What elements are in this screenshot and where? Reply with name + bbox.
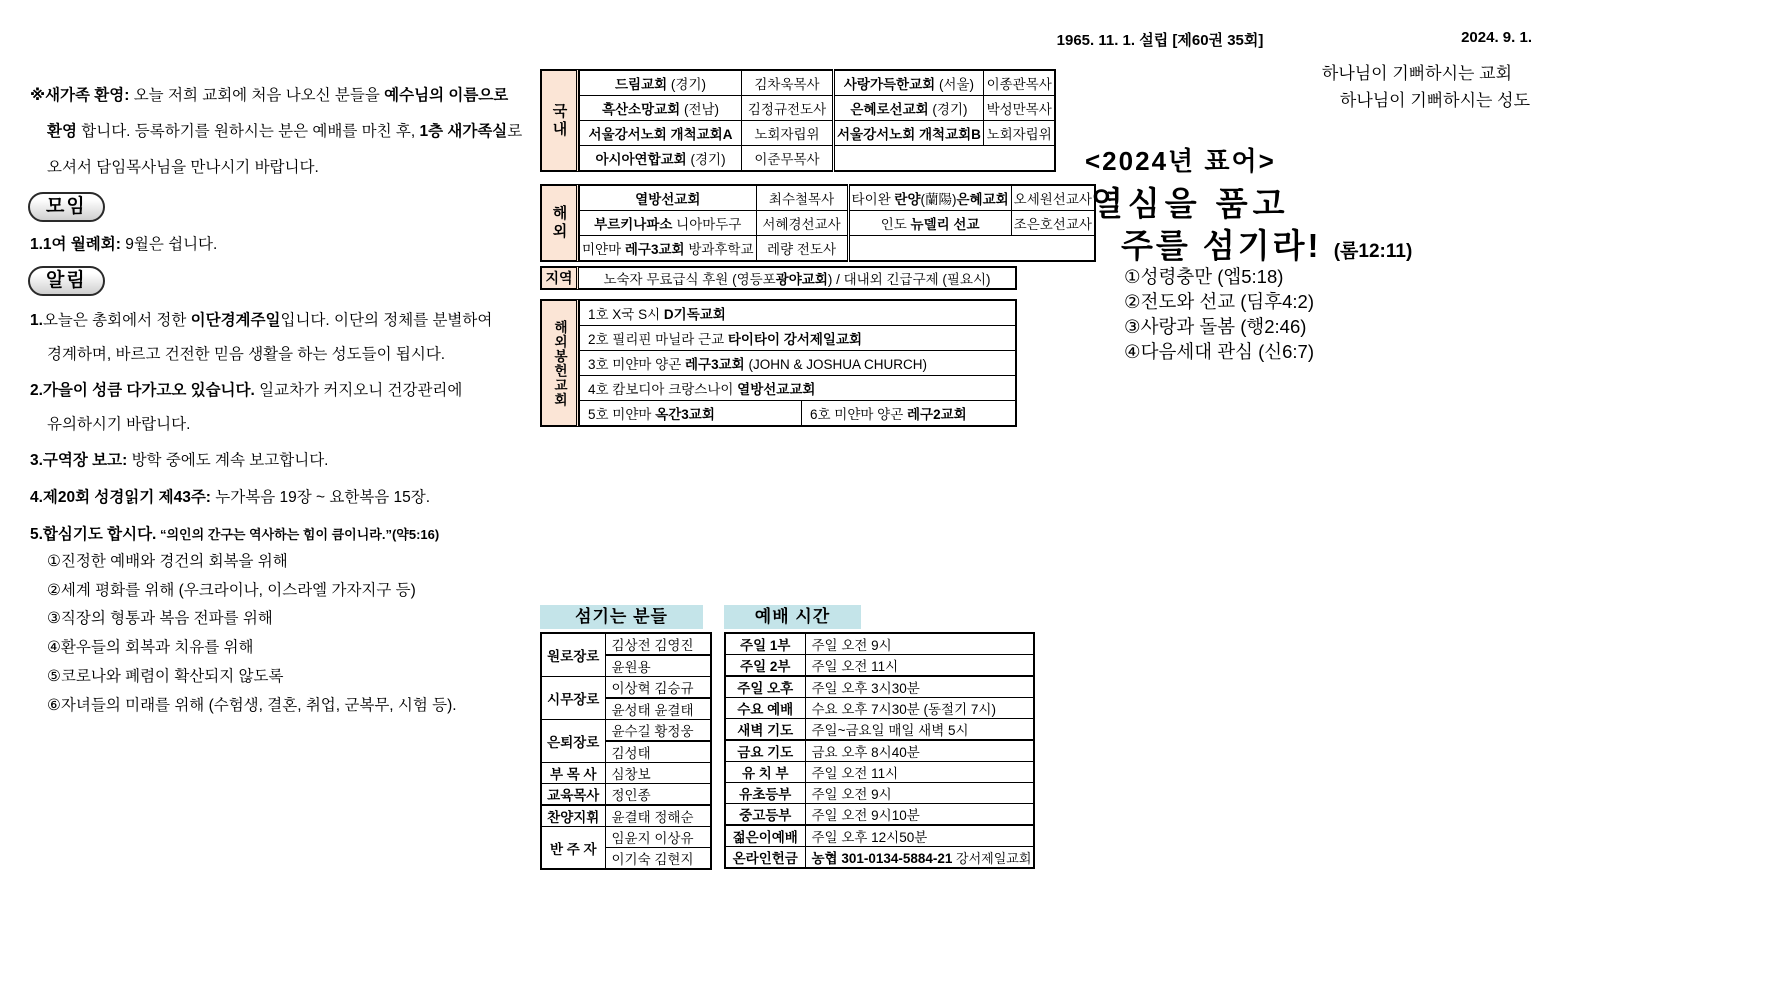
text-segment: 입니다. 이단의 정체를 분별하여 경계하며, 바르고 건전한 믿음 생활을 하는 성도들이 됩시다. <box>47 312 493 363</box>
text-segment: 레구3교회 <box>685 357 745 372</box>
year-slogan-line2 <box>1121 220 1412 267</box>
text-segment: 농협 <box>811 851 842 866</box>
text-segment: 4호 캄보디아 크랑스나이 <box>588 382 738 397</box>
table-cell <box>834 121 984 146</box>
text-segment: 301-0134-5884-21 <box>841 851 953 866</box>
table-cell: 오세원선교사 <box>1011 185 1095 211</box>
table-cell: 정인종 <box>605 784 711 806</box>
list-item: ③사랑과 돌봄 (행2:46) <box>1124 316 1307 337</box>
worship-times-title: 예배 시간 <box>724 605 861 629</box>
table-row <box>580 96 1056 121</box>
year-slogan-items <box>1124 264 1314 364</box>
text-segment: 2.가을이 성큼 다가고오 있습니다. <box>30 382 255 399</box>
text-segment: 은혜교회 <box>956 192 1009 207</box>
list-item: ①진정한 예배와 경건의 회복을 위해 <box>47 553 288 570</box>
overseas-offering-label: 해외봉헌교회 <box>540 299 579 427</box>
notice-item <box>30 374 537 442</box>
text-segment: 열방선교회 <box>635 192 701 207</box>
table-cell <box>848 211 1011 236</box>
table-row <box>725 676 1034 698</box>
slogan-scripture-ref: (롬12:11) <box>1333 241 1413 262</box>
text-segment: “의인의 간구는 역사하는 힘이 큼이니라.”(약5:16) <box>156 527 440 542</box>
text-segment: 5.합심기도 합시다. <box>30 526 157 543</box>
table-cell: 젊은이예배 <box>725 825 805 847</box>
table-cell <box>834 96 984 121</box>
table-cell: 주일 1부 <box>725 633 805 655</box>
table-row <box>725 804 1034 826</box>
table-cell <box>834 146 1056 172</box>
table-cell: 수요 예배 <box>725 698 805 719</box>
table-cell: 노회자립위 <box>742 121 834 146</box>
table-cell: 온라인헌금 <box>725 847 805 869</box>
table-row <box>725 740 1034 762</box>
welcome-paragraph <box>30 78 529 186</box>
text-segment: (경기) <box>686 152 726 167</box>
table-row <box>541 720 711 742</box>
table-cell <box>580 326 1016 351</box>
table-cell <box>580 351 1016 376</box>
worship-times-table <box>724 632 1035 869</box>
notice-section-header <box>28 266 105 296</box>
table-cell <box>834 70 984 96</box>
church-motto <box>1270 60 1530 114</box>
table-cell: 김상전 김영진 <box>605 633 711 655</box>
table-cell: 김성태 <box>605 741 711 763</box>
table-cell: 은퇴장로 <box>541 720 605 763</box>
table-cell: 주일 오전 9시 <box>805 783 1034 804</box>
list-item: ⑤코로나와 폐렴이 확산되지 않도록 <box>47 667 284 685</box>
table-cell <box>580 185 757 211</box>
region-label: 지역 <box>540 266 579 290</box>
text-segment: 1. <box>30 312 43 329</box>
text-segment: 3.구역장 보고: <box>30 452 128 469</box>
table-cell: 반 주 자 <box>541 827 605 870</box>
table-cell: 서혜경선교사 <box>756 211 848 236</box>
meeting-badge: 모임 <box>28 192 105 222</box>
table-row <box>580 376 1016 401</box>
text-segment: 미얀마 <box>582 242 625 257</box>
table-cell: 주일 오전 9시 <box>805 633 1034 655</box>
table-row <box>725 847 1034 869</box>
table-cell: 이기숙 김현지 <box>605 848 711 870</box>
table-cell: 주일 오전 9시10분 <box>805 804 1034 826</box>
text-segment: 방과후학교 <box>684 242 754 257</box>
text-segment: 합니다. 등록하기를 원하시는 분은 예배를 마친 후, <box>76 123 420 140</box>
text-segment: 노숙자 무료급식 후원 (영등포 <box>603 272 776 287</box>
servants-title: 섬기는 분들 <box>540 605 703 629</box>
overseas-offering-section <box>540 299 1017 427</box>
list-item: ④환우들의 회복과 치유를 위해 <box>47 639 254 657</box>
table-cell <box>580 211 757 236</box>
prayer-request-list <box>47 548 537 720</box>
overseas-offering-table <box>579 299 1017 427</box>
table-row <box>580 70 1056 96</box>
table-row <box>725 633 1034 655</box>
text-segment: 강서제일교회 <box>952 851 1032 866</box>
table-cell: 윤결태 정해순 <box>605 805 711 827</box>
table-row <box>725 698 1034 719</box>
table-cell: 주일 오후 12시50분 <box>805 825 1034 847</box>
table-row <box>580 300 1016 326</box>
table-cell <box>848 236 1095 262</box>
overseas-support-section <box>540 184 1096 262</box>
table-cell: 부 목 사 <box>541 763 605 784</box>
table-cell: 수요 오후 7시30분 (동절기 7시) <box>805 698 1034 719</box>
table-cell: 임윤지 이상유 <box>605 827 711 848</box>
text-segment: (경기) <box>928 102 968 117</box>
table-row <box>725 783 1034 804</box>
table-row <box>541 805 711 827</box>
slogan-text: 주를 섬기라! <box>1121 227 1322 264</box>
text-segment: 부르키나파소 <box>594 217 673 232</box>
motto-line-church: 하나님이 기뻐하시는 교회 <box>1321 64 1512 83</box>
list-item: ②세계 평화를 위해 (우크라이나, 이스라엘 가자지구 등) <box>47 581 416 599</box>
text-segment: 레구2교회 <box>907 407 967 422</box>
table-cell: 윤성태 윤결태 <box>605 698 711 720</box>
table-cell: 윤수길 황정웅 <box>605 720 711 742</box>
text-segment: 흑산소망교회 <box>601 102 681 117</box>
table-cell: 주일 2부 <box>725 655 805 677</box>
text-segment: 1층 새가족실 <box>419 123 508 140</box>
table-cell: 교육목사 <box>541 784 605 806</box>
table-cell: 노회자립위 <box>983 121 1055 146</box>
table-cell: 찬양지휘 <box>541 805 605 827</box>
notice-item <box>30 444 537 478</box>
overseas-label: 해외 <box>540 184 579 262</box>
table-cell: 주일~금요일 매일 새벽 5시 <box>805 719 1034 741</box>
text-segment: 누가복음 19장 ~ 요한복음 15장. <box>210 489 431 506</box>
text-segment: 일교차가 커지오니 건강관리에 유의하시기 바랍니다. <box>47 382 463 433</box>
text-segment: 6호 미얀마 양곤 <box>810 407 908 422</box>
text-segment: D기독교회 <box>663 307 726 322</box>
table-cell <box>580 300 1016 326</box>
year-slogan-line1: 열심을 품고 <box>1091 185 1290 222</box>
text-segment: 방학 중에도 계속 보고합니다. <box>127 452 329 469</box>
table-cell <box>580 401 802 427</box>
domestic-support-table <box>579 69 1056 172</box>
domestic-support-section <box>540 69 1056 172</box>
table-cell: 주일 오후 3시30분 <box>805 676 1034 698</box>
table-cell: 박성만목사 <box>983 96 1055 121</box>
table-cell <box>580 146 742 172</box>
text-segment: 이단경계주일 <box>190 312 281 329</box>
table-row <box>541 633 711 655</box>
text-segment: 사랑가득한교회 <box>843 77 936 92</box>
list-item: ①성령충만 (엡5:18) <box>1124 266 1284 287</box>
table-row <box>580 351 1016 376</box>
table-cell: 금요 기도 <box>725 740 805 762</box>
text-segment: (蘭陽) <box>920 192 957 207</box>
text-segment: 뉴델리 선교 <box>910 217 980 232</box>
text-segment: 9월은 쉽니다. <box>120 236 218 253</box>
text-segment: 아시아연합교회 <box>595 152 687 167</box>
table-row <box>725 719 1034 741</box>
table-row <box>725 762 1034 783</box>
notice-item <box>30 304 537 372</box>
table-cell <box>580 236 757 262</box>
motto-line-member: 하나님이 기뻐하시는 성도 <box>1339 91 1530 110</box>
table-row <box>580 121 1056 146</box>
table-row <box>541 827 711 848</box>
list-item: ②전도와 선교 (딤후4:2) <box>1124 291 1315 312</box>
table-cell <box>580 121 742 146</box>
list-item: ⑥자녀들의 미래를 위해 (수험생, 결혼, 취업, 군복무, 시험 등). <box>47 696 457 714</box>
text-segment: 열방선교교회 <box>737 382 816 397</box>
table-cell: 이상혁 김승규 <box>605 677 711 699</box>
table-cell: 유 치 부 <box>725 762 805 783</box>
issue-date: 2024. 9. 1. <box>1461 29 1532 46</box>
table-cell <box>802 401 1016 427</box>
table-cell: 조은호선교사 <box>1011 211 1095 236</box>
established-date: 1965. 11. 1. 설립 [제60권 35회] <box>1056 32 1264 49</box>
text-segment: 로 오셔서 담임목사님을 만나시기 바랍니다. <box>47 123 523 176</box>
overseas-support-table <box>579 184 1096 262</box>
region-support-section <box>540 266 1017 290</box>
table-row <box>725 655 1034 677</box>
table-cell <box>580 70 742 96</box>
table-cell <box>848 185 1011 211</box>
table-cell: 이종관목사 <box>983 70 1055 96</box>
table-cell: 최수철목사 <box>756 185 848 211</box>
text-segment: ) / 대내외 긴급구제 (필요시) <box>827 272 991 287</box>
table-row <box>541 784 711 806</box>
text-segment: 1.1여 월례회: <box>30 236 121 253</box>
text-segment: 타이완 <box>851 192 895 207</box>
table-row <box>580 236 1095 262</box>
table-cell: 새벽 기도 <box>725 719 805 741</box>
table-row <box>580 401 1016 427</box>
table-row <box>725 825 1034 847</box>
text-segment: 인도 <box>880 217 911 232</box>
list-item: ④다음세대 관심 (신6:7) <box>1124 341 1315 362</box>
text-segment: 타이타이 강서제일교회 <box>727 332 863 347</box>
table-row <box>580 211 1095 236</box>
table-row <box>580 146 1056 172</box>
text-segment: 예수님의 이름으로 환영 <box>47 87 509 140</box>
year-slogan-title: <2024년 표어> <box>1085 146 1276 176</box>
text-segment: (전남) <box>680 102 720 117</box>
notice-item <box>30 481 537 515</box>
text-segment: 서울강서노회 개척교회A <box>588 127 733 142</box>
text-segment: 옥간3교회 <box>655 407 715 422</box>
text-segment: (경기) <box>667 77 706 92</box>
table-cell: 중고등부 <box>725 804 805 826</box>
table-row <box>541 763 711 784</box>
table-cell: 윤원용 <box>605 655 711 677</box>
table-cell: 레량 전도사 <box>756 236 848 262</box>
text-segment: ※새가족 환영: <box>30 87 130 104</box>
table-cell: 김정규전도사 <box>742 96 834 121</box>
region-support-text <box>579 266 1017 290</box>
domestic-label: 국내 <box>540 69 579 172</box>
text-segment: 은혜로선교회 <box>850 102 929 117</box>
text-segment: 서울강서노회 개척교회B <box>837 127 981 142</box>
servants-table <box>540 632 712 870</box>
table-cell: 심창보 <box>605 763 711 784</box>
list-item: ③직장의 형통과 복음 전파를 위해 <box>47 610 273 628</box>
table-row <box>580 185 1095 211</box>
table-cell: 원로장로 <box>541 633 605 677</box>
text-segment: 3호 미얀마 양곤 <box>588 357 686 372</box>
text-segment: 광야교회 <box>775 272 828 287</box>
meeting-item <box>30 228 537 262</box>
table-cell: 주일 오전 11시 <box>805 655 1034 677</box>
text-segment: (서울) <box>935 77 975 92</box>
text-segment: 5호 미얀마 <box>588 407 656 422</box>
text-segment: 2호 필리핀 마닐라 근교 <box>588 332 728 347</box>
text-segment: 란양 <box>894 192 921 207</box>
table-cell <box>580 96 742 121</box>
text-segment: (JOHN & JOSHUA CHURCH) <box>744 357 927 372</box>
meeting-section-header <box>28 192 105 222</box>
table-cell: 시무장로 <box>541 677 605 720</box>
table-cell: 주일 오전 11시 <box>805 762 1034 783</box>
table-cell: 금요 오후 8시40분 <box>805 740 1034 762</box>
text-segment: 오늘 저희 교회에 처음 나오신 분들을 <box>129 87 385 104</box>
table-row <box>541 677 711 699</box>
table-cell <box>805 847 1034 869</box>
table-cell: 김차욱목사 <box>742 70 834 96</box>
table-cell: 이준무목사 <box>742 146 834 172</box>
text-segment: 오늘은 총회에서 정한 <box>42 312 191 329</box>
table-cell <box>580 376 1016 401</box>
text-segment: 1호 X국 S시 <box>588 307 664 322</box>
text-segment: 드림교회 <box>615 77 668 92</box>
table-cell: 유초등부 <box>725 783 805 804</box>
table-row <box>580 326 1016 351</box>
text-segment: 4.제20회 성경읽기 제43주: <box>30 489 211 506</box>
notice-item <box>30 518 537 552</box>
text-segment: 레구3교회 <box>624 242 685 257</box>
text-segment: 니아마두구 <box>672 217 742 232</box>
notice-badge: 알림 <box>28 266 105 296</box>
table-cell: 주일 오후 <box>725 676 805 698</box>
